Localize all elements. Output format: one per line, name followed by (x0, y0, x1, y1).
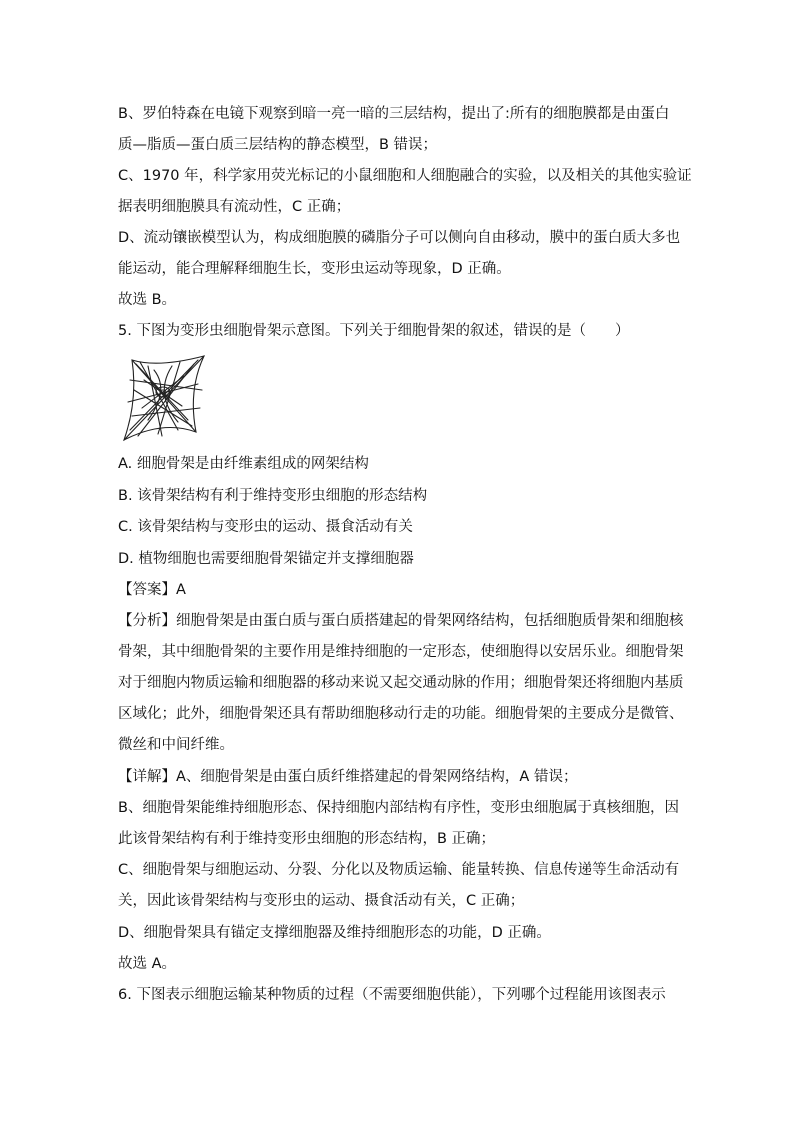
prev-answer-conclusion: 故选 B。 (118, 292, 177, 308)
question-5-detail-d: D、细胞骨架具有锚定支撑细胞器及维持细胞形态的功能，D 正确。 (118, 925, 551, 941)
prev-answer-c-line1: C、1970 年，科学家用荧光标记的小鼠细胞和人细胞融合的实验，以及相关的其他实验证 (118, 168, 692, 184)
question-5-conclusion: 故选 A。 (118, 956, 177, 972)
question-5-option-d: D. 植物细胞也需要细胞骨架锚定并支撑细胞器 (118, 551, 414, 567)
question-5-analysis-line2: 骨架，其中细胞骨架的主要作用是维持细胞的一定形态，使细胞得以安居乐业。细胞骨架 (118, 644, 684, 660)
cytoskeleton-sketch-icon (118, 350, 208, 444)
question-5-analysis-line3: 对于细胞内物质运输和细胞器的移动来说又起交通动脉的作用；细胞骨架还将细胞内基质 (118, 675, 684, 691)
prev-answer-b-line1: B、罗伯特森在电镜下观察到暗一亮一暗的三层结构，提出了:所有的细胞膜都是由蛋白 (118, 106, 670, 122)
question-5-detail-a: 【详解】A、细胞骨架是由蛋白质纤维搭建起的骨架网络结构，A 错误； (118, 769, 578, 785)
question-5-analysis-line1: 【分析】细胞骨架是由蛋白质与蛋白质搭建起的骨架网络结构，包括细胞质骨架和细胞核 (118, 613, 684, 629)
question-5-stem: 5. 下图为变形虫细胞骨架示意图。下列关于细胞骨架的叙述，错误的是（ ） (118, 323, 630, 339)
question-5-answer: 【答案】A (118, 582, 186, 598)
question-5-option-a: A. 细胞骨架是由纤维素组成的网架结构 (118, 456, 369, 472)
question-6-stem: 6. 下图表示细胞运输某种物质的过程（不需要细胞供能），下列哪个过程能用该图表示 (118, 987, 666, 1003)
question-5-detail-b-line1: B、细胞骨架能维持细胞形态、保持细胞内部结构有序性，变形虫细胞属于真核细胞，因 (118, 800, 679, 816)
question-5-option-c: C. 该骨架结构与变形虫的运动、摄食活动有关 (118, 519, 413, 535)
question-5-analysis-line5: 微丝和中间纤维。 (118, 737, 234, 753)
question-5-detail-b-line2: 此该骨架结构有利于维持变形虫细胞的形态结构，B 正确； (118, 831, 496, 847)
prev-answer-c-line2: 据表明细胞膜具有流动性，C 正确； (118, 199, 351, 215)
question-5-option-b: B. 该骨架结构有利于维持变形虫细胞的形态结构 (118, 488, 428, 504)
prev-answer-d-line1: D、流动镶嵌模型认为，构成细胞膜的磷脂分子可以侧向自由移动，膜中的蛋白质大多也 (118, 230, 681, 246)
question-5-detail-c-line2: 关，因此该骨架结构与变形虫的运动、摄食活动有关，C 正确； (118, 893, 525, 909)
question-5-detail-c-line1: C、细胞骨架与细胞运动、分裂、分化以及物质运输、能量转换、信息传递等生命活动有 (118, 862, 680, 878)
prev-answer-b-line2: 质—脂质—蛋白质三层结构的静态模型，B 错误； (118, 137, 438, 153)
prev-answer-d-line2: 能运动，能合理解释细胞生长，变形虫运动等现象，D 正确。 (118, 261, 511, 277)
question-5-analysis-line4: 区域化；此外，细胞骨架还具有帮助细胞移动行走的功能。细胞骨架的主要成分是微管、 (118, 706, 684, 722)
